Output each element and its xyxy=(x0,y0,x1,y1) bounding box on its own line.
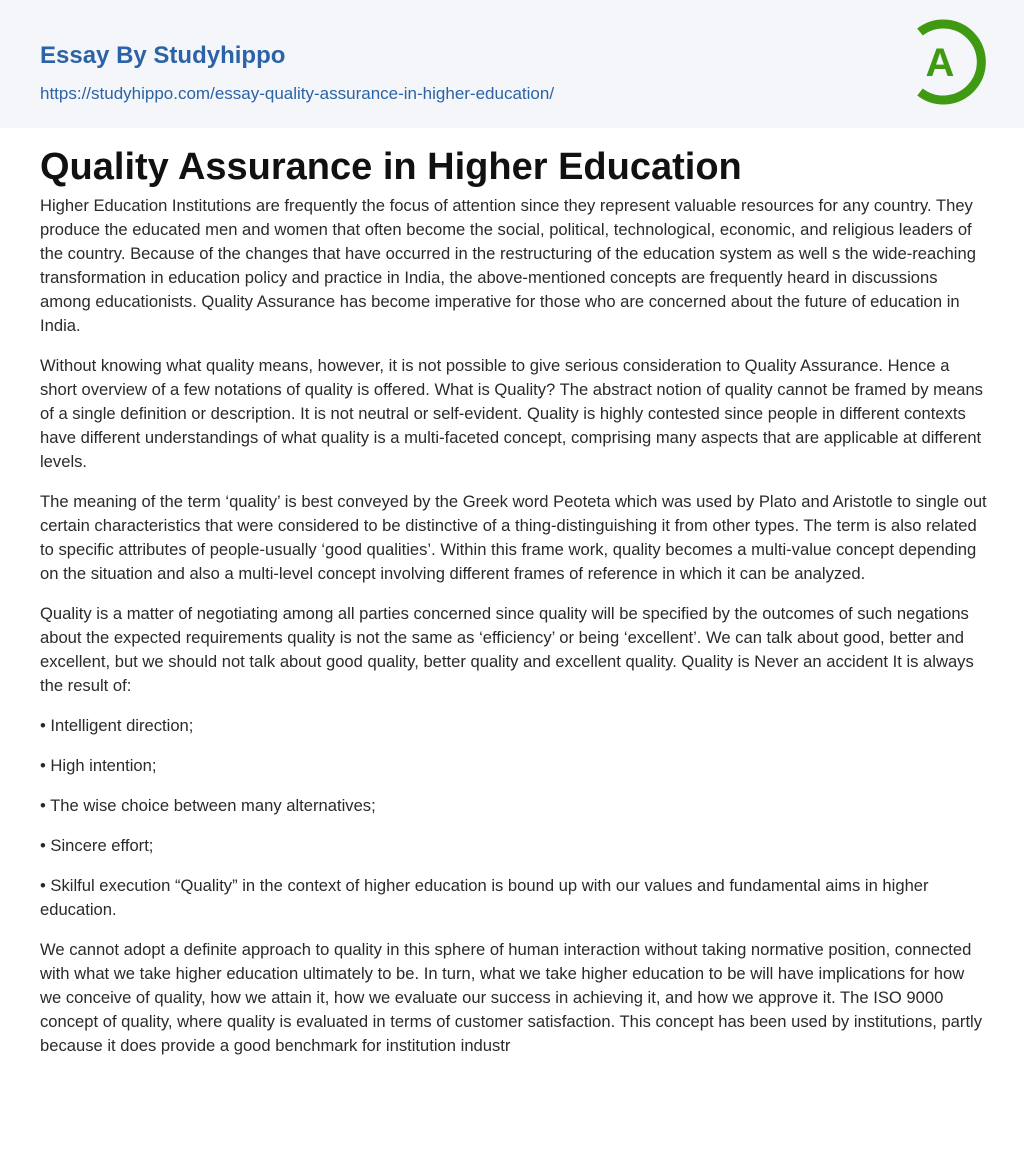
list-item: • Skilful execution “Quality” in the context of higher education is bound up with our values and fundamental aims in higher education. xyxy=(40,876,929,919)
logo-letter: A xyxy=(925,41,955,85)
paragraph: We cannot adopt a definite approach to quality in this sphere of human interaction without taking normative position, connected with what we take higher education ultimately to be. In turn, what we take higher education to be will have implications for how we conceive of quality, how we attain it, how we evaluate our success in achieving it, and how we approve it. The ISO 9000 concept of quality, where quality is evaluated in terms of customer satisfaction. This concept has been used by institutions, partly because it does provide a good benchmark for institution industr xyxy=(40,940,983,1055)
list-item: • Sincere effort; xyxy=(40,836,154,855)
essay-url-link[interactable]: https://studyhippo.com/essay-quality-assurance-in-higher-education/ xyxy=(40,84,555,103)
studyhippo-logo-icon[interactable] xyxy=(912,18,988,106)
paragraph: Quality is a matter of negotiating among all parties concerned since quality will be specified by the outcomes of such negations about the expected requirements quality is not the same as ‘efficiency’ or being ‘excellent’. We can talk about good, better and excellent, but we should not talk about good quality, better quality and excellent quality. Quality is Never an accident It is always the result of: xyxy=(40,604,974,695)
paragraph: The meaning of the term ‘quality’ is best conveyed by the Greek word Peoteta which was used by Plato and Aristotle to single out certain characteristics that were considered to be distinctive of a thing-distinguishing it from other types. The term is also related to specific attributes of people-usually ‘good qualities’. Within this frame work, quality becomes a multi-value concept depending on the situation and also a multi-level concept involving different frames of reference in which it can be analyzed. xyxy=(40,492,987,583)
list-item: • High intention; xyxy=(40,756,157,775)
list-item: • Intelligent direction; xyxy=(40,716,194,735)
page-title: Quality Assurance in Higher Education xyxy=(40,146,742,188)
essay-body xyxy=(40,194,990,1074)
paragraph: Without knowing what quality means, however, it is not possible to give serious consideration to Quality Assurance. Hence a short overview of a few notations of quality is offered. What is Quality? The abstract notion of quality cannot be framed by means of a single definition or description. It is not neutral or self-evident. Quality is highly contested since people in different contexts have different understandings of what quality is a multi-faceted concept, comprising many aspects that are applicable at different levels. xyxy=(40,356,983,471)
site-header xyxy=(0,0,1024,128)
brand-title[interactable]: Essay By Studyhippo xyxy=(40,42,286,69)
list-item: • The wise choice between many alternatives; xyxy=(40,796,376,815)
paragraph: Higher Education Institutions are frequently the focus of attention since they represent valuable resources for any country. They produce the educated men and women that often become the social, political, technological, economic, and religious leaders of the country. Because of the changes that have occurred in the restructuring of the education system as well s the wide-reaching transformation in education policy and practice in India, the above-mentioned concepts are frequently heard in discussions among educationists. Quality Assurance has become imperative for those who are concerned about the future of education in India. xyxy=(40,196,976,335)
